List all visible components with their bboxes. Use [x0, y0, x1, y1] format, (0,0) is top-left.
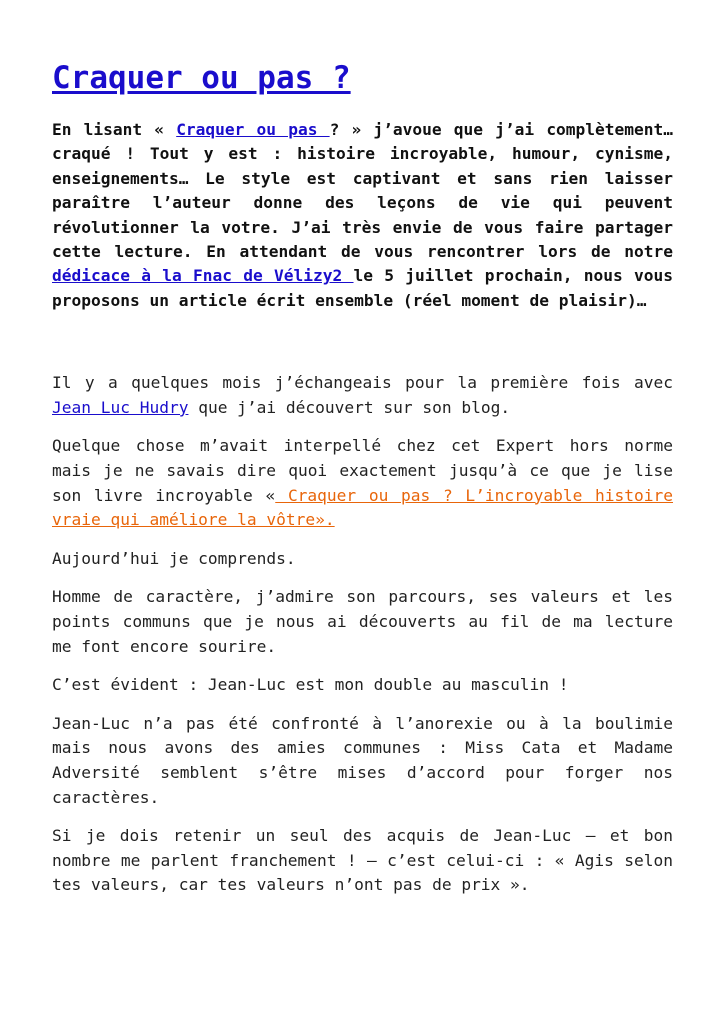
jean-luc-hudry-link[interactable]: Jean Luc Hudry	[52, 397, 189, 417]
paragraph-1-text-before: Il y a quelques mois j’échangeais pour la première fois avec	[52, 373, 673, 393]
paragraph-1	[52, 371, 673, 420]
intro-paragraph	[52, 118, 673, 313]
paragraph-2-text: Quelque chose m’avait interpellé chez cet Expert hors norme mais je ne savais dire quoi exactement jusqu’à ce que je lise son livre incroyable «	[52, 436, 673, 505]
book-title-link[interactable]: Craquer ou pas ? L’incroyable histoire vraie qui améliore la vôtre».	[52, 485, 673, 530]
paragraph-6: Jean-Luc n’a pas été confronté à l’anorexie ou à la boulimie mais nous avons des amies communes : Miss Cata et Madame Adversité semblent s’être mises d’accord pour forger nos caractères.	[52, 713, 673, 807]
paragraph-2	[52, 434, 673, 532]
paragraph-7: Si je dois retenir un seul des acquis de Jean-Luc – et bon nombre me parlent franchement ! – c’est celui-ci : « Agis selon tes valeurs, car tes valeurs n’ont pas de prix ».	[52, 826, 673, 895]
craquer-ou-pas-link[interactable]: Craquer ou pas	[176, 120, 330, 139]
paragraph-5: C’est évident : Jean-Luc est mon double au masculin !	[52, 675, 569, 695]
intro-text-2: ? » j’avoue que j’ai complètement…craqué ! Tout y est : histoire incroyable, humour, cynisme, enseignements… Le style est captivant et sans rien laisser paraître l’auteur donne des leçons de vie qui peuvent révolutionner la votre. J’ai très envie de vous faire partager cette lecture. En attendant de vous rencontrer lors de notre	[52, 120, 674, 262]
paragraph-1-text-after: que j’ai découvert sur son blog.	[188, 397, 511, 417]
paragraph-4: Homme de caractère, j’admire son parcours, ses valeurs et les points communs que je nous ai découverts au fil de ma lecture me font encore sourire.	[52, 587, 673, 656]
intro-text-1: En lisant «	[52, 120, 177, 139]
paragraph-3: Aujourd’hui je comprends.	[52, 548, 296, 568]
section-spacer	[52, 313, 673, 371]
fnac-velizy-dedicace-link[interactable]: dédicace à la Fnac de Vélizy2	[52, 266, 354, 286]
article-title-link[interactable]: Craquer ou pas ?	[52, 60, 351, 96]
article-title	[52, 56, 673, 100]
article	[52, 56, 673, 912]
intro-text-3: le 5 juillet prochain, nous vous proposons un article écrit ensemble (réel moment de plaisir)…	[52, 266, 673, 310]
